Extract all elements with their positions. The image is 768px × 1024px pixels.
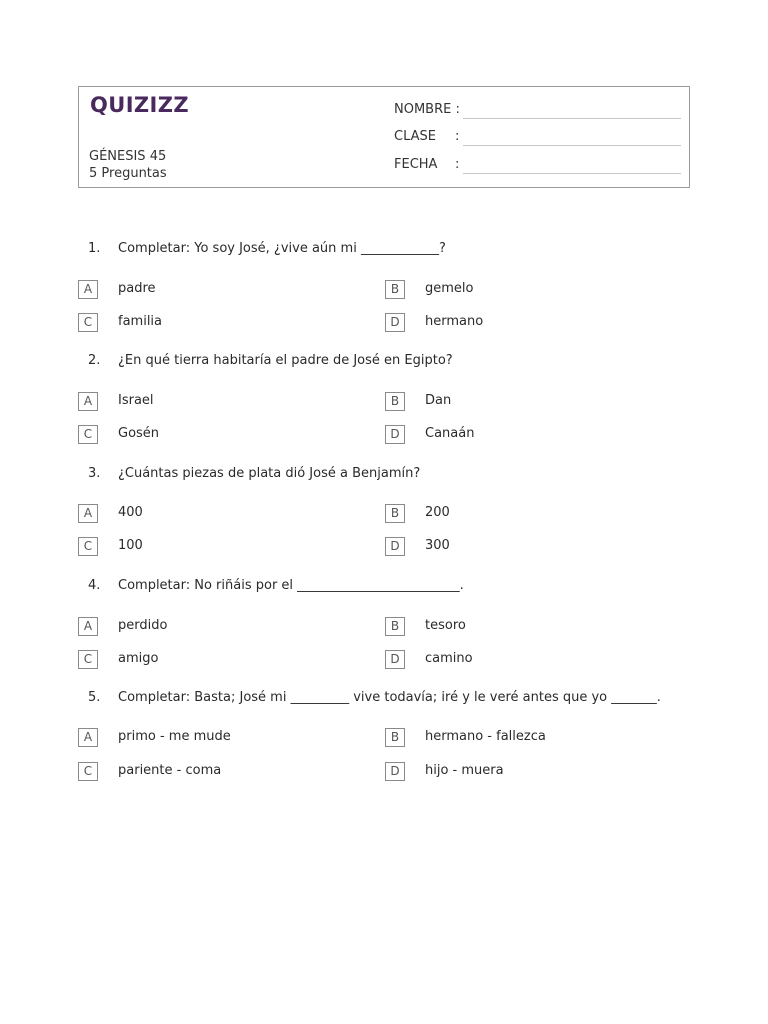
option-text: pariente - coma	[118, 763, 222, 778]
option-letter-box[interactable]: B	[385, 728, 405, 747]
option-letter-box[interactable]: B	[385, 617, 405, 636]
class-label: CLASE	[394, 129, 436, 144]
question-text: ¿En qué tierra habitaría el padre de José en Egipto?	[118, 353, 453, 368]
option-letter-box[interactable]: D	[385, 650, 405, 669]
option-letter-box[interactable]: B	[385, 392, 405, 411]
name-label: NOMBRE :	[394, 102, 460, 117]
question-number: 1.	[88, 241, 101, 256]
option-text: tesoro	[425, 618, 466, 633]
question-number: 3.	[88, 466, 101, 481]
option-text: 400	[118, 505, 143, 520]
option-letter-box[interactable]: A	[78, 504, 98, 523]
option-text: perdido	[118, 618, 168, 633]
option-text: amigo	[118, 651, 159, 666]
option-letter-box[interactable]: D	[385, 762, 405, 781]
option-letter-box[interactable]: A	[78, 280, 98, 299]
option-letter-box[interactable]: C	[78, 650, 98, 669]
quiz-title-block	[89, 148, 167, 182]
option-text: hermano - fallezca	[425, 729, 546, 744]
date-colon: :	[455, 157, 460, 172]
option-letter-box[interactable]: D	[385, 425, 405, 444]
quiz-title: GÉNESIS 45	[89, 149, 167, 164]
option-letter-box[interactable]: A	[78, 617, 98, 636]
worksheet-header	[78, 86, 690, 188]
option-letter-box[interactable]: A	[78, 392, 98, 411]
option-text: familia	[118, 314, 163, 329]
option-letter-box[interactable]: C	[78, 762, 98, 781]
question-text: Completar: Basta; José mi _________ vive todavía; iré y le veré antes que yo _______.	[118, 690, 661, 705]
option-letter-box[interactable]: A	[78, 728, 98, 747]
option-text: 200	[425, 505, 450, 520]
date-label: FECHA	[394, 157, 438, 172]
option-text: camino	[425, 651, 473, 666]
name-line[interactable]	[463, 118, 681, 119]
class-line[interactable]	[463, 145, 681, 146]
option-letter-box[interactable]: C	[78, 425, 98, 444]
option-text: Gosén	[118, 426, 160, 441]
question-text: Completar: Yo soy José, ¿vive aún mi ____________?	[118, 241, 446, 256]
question-count: 5 Preguntas	[89, 166, 167, 181]
option-text: hermano	[425, 314, 484, 329]
question-text: ¿Cuántas piezas de plata dió José a Benjamín?	[118, 466, 421, 481]
question-number: 5.	[88, 690, 101, 705]
option-text: Dan	[425, 393, 452, 408]
date-line[interactable]	[463, 173, 681, 174]
class-colon: :	[455, 129, 460, 144]
name-field[interactable]	[394, 102, 684, 122]
option-text: gemelo	[425, 281, 474, 296]
option-letter-box[interactable]: C	[78, 537, 98, 556]
option-text: 300	[425, 538, 450, 553]
logo-text: QUIZIZZ	[90, 93, 190, 117]
option-text: primo - me mude	[118, 729, 231, 744]
question-text: Completar: No riñáis por el _________________________.	[118, 578, 464, 593]
option-letter-box[interactable]: D	[385, 313, 405, 332]
question-number: 4.	[88, 578, 101, 593]
quizizz-logo	[90, 93, 189, 117]
question-number: 2.	[88, 353, 101, 368]
option-letter-box[interactable]: B	[385, 280, 405, 299]
option-letter-box[interactable]: B	[385, 504, 405, 523]
option-letter-box[interactable]: C	[78, 313, 98, 332]
option-text: padre	[118, 281, 156, 296]
option-text: Canaán	[425, 426, 475, 441]
option-text: 100	[118, 538, 143, 553]
option-text: hijo - muera	[425, 763, 504, 778]
option-letter-box[interactable]: D	[385, 537, 405, 556]
class-field[interactable]	[394, 129, 684, 149]
date-field[interactable]	[394, 157, 684, 177]
option-text: Israel	[118, 393, 154, 408]
